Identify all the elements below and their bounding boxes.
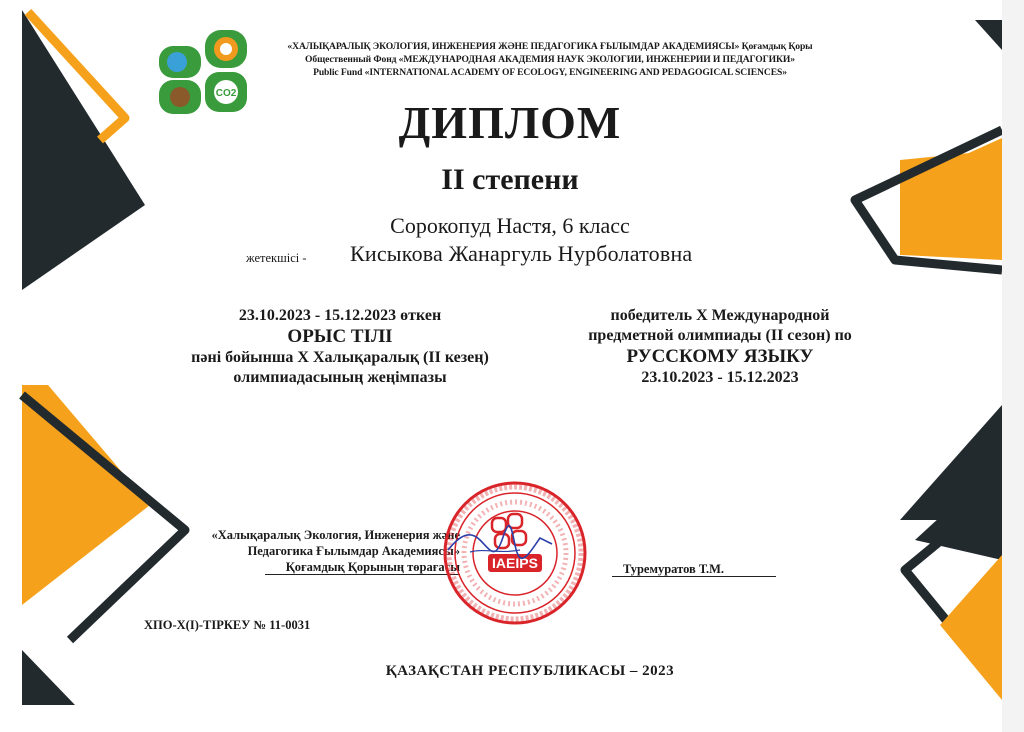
kz-dates: 23.10.2023 - 15.12.2023 өткен — [238, 307, 442, 324]
diploma-degree: II степени — [441, 163, 579, 196]
signature-line-right — [612, 576, 776, 577]
award-text-kz — [150, 306, 530, 388]
signature-line-left — [265, 574, 460, 575]
ru-dates: 23.10.2023 - 15.12.2023 — [641, 369, 799, 386]
academy-header — [270, 40, 830, 79]
diploma-title: ДИПЛОМ — [398, 97, 622, 148]
header-line-kz: «ХАЛЫҚАРАЛЫҚ ЭКОЛОГИЯ, ИНЖЕНЕРИЯ ЖӘНЕ ПЕДАГОГИКА ҒЫЛЫМДАР АКАДЕМИЯСЫ» Қоғамдық Қоры — [287, 41, 813, 52]
ru-line1: победитель X Международной — [610, 307, 830, 324]
award-text-ru — [540, 306, 900, 388]
signatory-org-line3: Қоғамдық Қорының төрағасы — [285, 560, 460, 574]
signatory-org-line2: Педагогика Ғылымдар Академиясы» — [247, 544, 460, 558]
kz-subject: ОРЫС ТІЛІ — [287, 326, 393, 347]
scan-edge — [1002, 0, 1024, 732]
footer-country-year: ҚАЗАҚСТАН РЕСПУБЛИКАСЫ – 2023 — [385, 663, 675, 679]
header-line-ru: Общественный Фонд «МЕЖДУНАРОДНАЯ АКАДЕМИЯ НАУК ЭКОЛОГИИ, ИНЖЕНЕРИИ И ПЕДАГОГИКИ» — [305, 54, 795, 65]
signatory-org-line1: «Халықаралық Экология, Инженерия және — [211, 528, 460, 542]
student-name: Сорокопуд Настя, 6 класс — [390, 213, 630, 238]
kz-line4: олимпиадасының жеңімпазы — [233, 369, 447, 386]
registration-number: ХПО-Х(I)-ТІРКЕУ № 11-0031 — [144, 618, 311, 632]
ru-line2: предметной олимпиады (II сезон) по — [588, 327, 852, 344]
header-line-en: Public Fund «INTERNATIONAL ACADEMY OF ECOLOGY, ENGINEERING AND PEDAGOGICAL SCIENCES» — [313, 67, 787, 78]
signatory-org — [190, 527, 460, 575]
supervisor-label: жетекшісі - — [246, 251, 307, 265]
svg-text:IAEIPS: IAEIPS — [492, 555, 538, 571]
signature-icon — [440, 510, 560, 570]
svg-text:CO2: CO2 — [215, 88, 237, 99]
kz-line3: пәні бойынша X Халықаралық (II кезең) — [191, 349, 489, 366]
academy-logo-icon — [155, 26, 260, 116]
ru-subject: РУССКОМУ ЯЗЫКУ — [626, 346, 814, 367]
signer-name: Туремуратов Т.М. — [623, 562, 725, 576]
supervisor-name: Кисыкова Жанаргуль Нурболатовна — [350, 241, 693, 266]
